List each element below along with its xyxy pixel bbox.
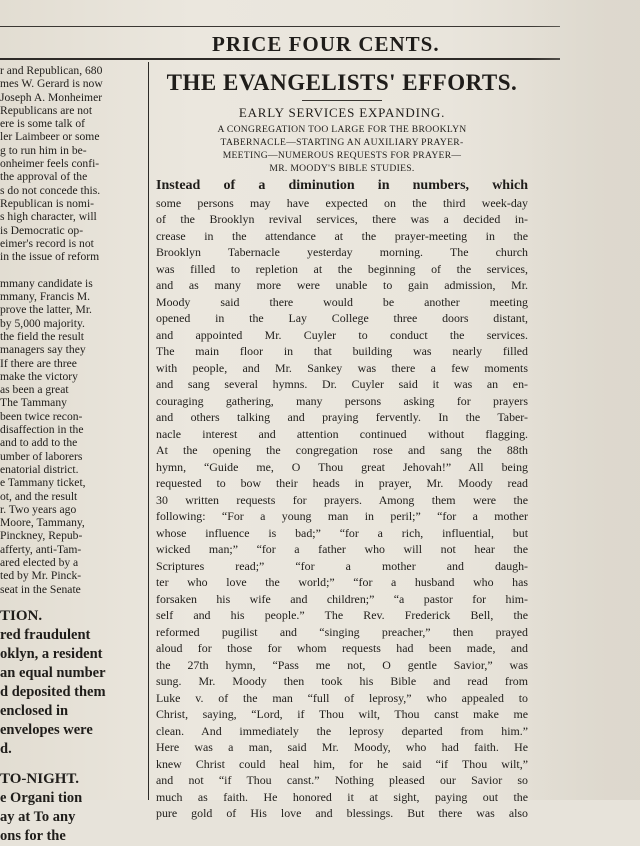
text-line: TABERNACLE—STARTING AN AUXILIARY PRAYER-	[220, 137, 464, 148]
text-line: The Tammany	[0, 396, 67, 410]
price-line: PRICE FOUR CENTS.	[212, 32, 440, 56]
masthead-rule	[0, 26, 560, 27]
text-line: and appointed Mr. Cuyler to conduct the services.	[156, 327, 528, 342]
left-column	[0, 64, 142, 844]
text-line: umber of laborers	[0, 449, 83, 463]
text-line: much as faith. He honored it at sight, paying out the	[156, 789, 528, 804]
text-line: Christ, saying, “Lord, if Thou wilt, Thou canst make me	[156, 707, 528, 721]
text-line: requested to bow their heads in prayer, Mr. Moody read	[156, 476, 528, 490]
text-line: r. Two years ago	[0, 502, 77, 516]
text-line	[0, 263, 142, 276]
text-line: nacle interest and attention continued without flagging.	[156, 426, 528, 441]
text-line: Brooklyn Tabernacle yesterday morning. The church	[156, 245, 528, 259]
text-line: the approval of the	[0, 170, 88, 184]
text-line: knew Christ could heal him, for he said “if Thou wilt,”	[156, 756, 528, 771]
text-line: aloud for those for whom requests had been made, and	[156, 641, 528, 655]
text-line: following: “For a young man in peril;” “for a mother	[156, 509, 528, 523]
text-line: mmany, Francis M.	[0, 290, 91, 304]
text-line: At the opening the congregation rose and sang the 88th	[156, 443, 528, 457]
text-line: Moore, Tammany,	[0, 516, 85, 530]
text-line: reformed pugilist and “singing preacher,” then prayed	[156, 624, 528, 639]
text-line: ler Laimbeer or some	[0, 130, 100, 144]
article-column	[156, 64, 528, 820]
text-line: as been a great	[0, 383, 69, 397]
text-line: opened in the Lay College three doors distant,	[156, 311, 528, 325]
text-line: crease in the attendance at the prayer-meeting in the	[156, 228, 528, 243]
text-line: MEETING—NUMEROUS REQUESTS FOR PRAYER—	[222, 150, 462, 161]
text-line: some persons may have expected on the third week-day	[156, 195, 528, 210]
text-line: ared elected by a	[0, 555, 79, 569]
text-line: e Tammany ticket,	[0, 476, 86, 490]
text-line: red fraudulent	[0, 626, 91, 643]
text-line: been twice recon-	[0, 409, 83, 423]
page-shadow	[528, 0, 640, 800]
text-line: The main floor in that building was nearly filled	[156, 344, 528, 358]
text-line: and to add to the	[0, 436, 78, 450]
text-line: Republicans are not	[0, 103, 93, 117]
column-rule	[148, 62, 149, 800]
text-line: d.	[0, 740, 12, 757]
text-line: the field the result	[0, 329, 85, 343]
left-section-text	[0, 626, 142, 759]
text-line: g to run him in be-	[0, 143, 87, 157]
text-line: Luke v. of the man “full of leprosy,” who appealed to	[156, 690, 528, 705]
text-line: make the victory	[0, 369, 78, 383]
text-line: mmany candidate is	[0, 276, 93, 290]
text-line: sung. Mr. Moody then took his Bible and read from	[156, 674, 528, 688]
left-bottom-text	[0, 789, 142, 846]
text-line: Republican is nomi-	[0, 196, 95, 210]
text-line: If there are three	[0, 356, 77, 370]
text-line: couraging gathering, many persons asking for prayers	[156, 393, 528, 408]
text-line: prove the latter, Mr.	[0, 303, 92, 317]
text-line: wicked man;” “for a father who will not hear the	[156, 542, 528, 556]
text-line: is Democratic op-	[0, 223, 84, 237]
text-line: Moody said there would be another meeting	[156, 294, 528, 309]
text-line: eimer's record is not	[0, 236, 94, 250]
text-line: ay at To any	[0, 808, 76, 825]
left-bottom-heading: TO-NIGHT.	[0, 770, 80, 787]
text-line: ter who love the world;” “for a husband who has	[156, 575, 528, 589]
text-line: and as many more were unable to gain admission, Mr.	[156, 278, 528, 292]
text-line: hymn, “Guide me, O Thou great Jehovah!” All being	[156, 459, 528, 474]
text-line: oklyn, a resident	[0, 645, 103, 662]
text-line: Scriptures read;” “for a mother and daugh-	[156, 558, 528, 573]
text-line: clean. And immediately the leprosy departed from him.”	[156, 723, 528, 738]
text-line: envelopes were	[0, 721, 93, 738]
text-line: s do not concede this.	[0, 183, 101, 197]
text-line: s high character, will	[0, 210, 97, 224]
text-line: MR. MOODY'S BIBLE STUDIES.	[269, 163, 415, 174]
text-line: e Organi tion	[0, 789, 83, 806]
text-line: ere is some talk of	[0, 117, 85, 131]
article-subhead: EARLY SERVICES EXPANDING.	[238, 105, 446, 120]
price-rule	[0, 58, 560, 60]
text-line: enatorial district.	[0, 462, 79, 476]
text-line: mes W. Gerard is now	[0, 77, 103, 91]
headline-rule	[302, 100, 382, 101]
article-body	[156, 178, 528, 822]
text-line: pure gold of His love and blessings. But there was also	[156, 806, 528, 820]
text-line: and others talking and praying fervently. In the Taber-	[156, 410, 528, 424]
text-line: an equal number	[0, 664, 106, 681]
text-line: afferty, anti-Tam-	[0, 542, 82, 556]
text-line: was filled to repletion at the beginning of the services,	[156, 261, 528, 276]
text-line: in the issue of reform	[0, 250, 100, 264]
text-line: ted by Mr. Pinck-	[0, 569, 82, 583]
text-line: and sang several hymns. Dr. Cuyler said it was an en-	[156, 377, 528, 391]
text-line: whose influence is bad;” “for a rich, influential, but	[156, 525, 528, 540]
text-line: Instead of a diminution in numbers, which	[156, 178, 528, 193]
text-line: by 5,000 majority.	[0, 316, 85, 330]
text-line: d deposited them	[0, 683, 106, 700]
text-line: forsaken his wife and children;” “a pastor for him-	[156, 591, 528, 606]
article-headline: THE EVANGELISTS' EFFORTS.	[166, 70, 518, 95]
text-line: r and Republican, 680	[0, 64, 103, 77]
text-line: Pinckney, Repub-	[0, 529, 83, 543]
text-line: the 27th hymn, “Pass me not, O gentle Savior,” was	[156, 657, 528, 672]
text-line: A CONGREGATION TOO LARGE FOR THE BROOKLYN	[217, 124, 467, 135]
text-line: Joseph A. Monheimer	[0, 90, 103, 104]
text-line: seat in the Senate	[0, 582, 81, 596]
text-line: self and his people.” The Rev. Frederick Bell, the	[156, 608, 528, 622]
text-line: managers say they	[0, 343, 86, 357]
text-line: and not “if Thou canst.” Nothing pleased our Savior so	[156, 773, 528, 787]
text-line: with people, and Mr. Sankey was there a few moments	[156, 360, 528, 375]
text-line: enclosed in	[0, 702, 69, 719]
article-deck	[156, 123, 528, 175]
left-section-heading: TION.	[0, 607, 43, 624]
text-line: disaffection in the	[0, 423, 84, 437]
left-column-text	[0, 64, 142, 596]
text-line: ot, and the result	[0, 489, 78, 503]
text-line: ons for the	[0, 827, 66, 844]
text-line: onheimer feels confi-	[0, 157, 100, 171]
text-line: 30 written requests for prayers. Among them were the	[156, 492, 528, 507]
text-line: of the Brooklyn revival services, there was a decided in-	[156, 212, 528, 226]
text-line: Here was a man, said Mr. Moody, who had faith. He	[156, 740, 528, 754]
